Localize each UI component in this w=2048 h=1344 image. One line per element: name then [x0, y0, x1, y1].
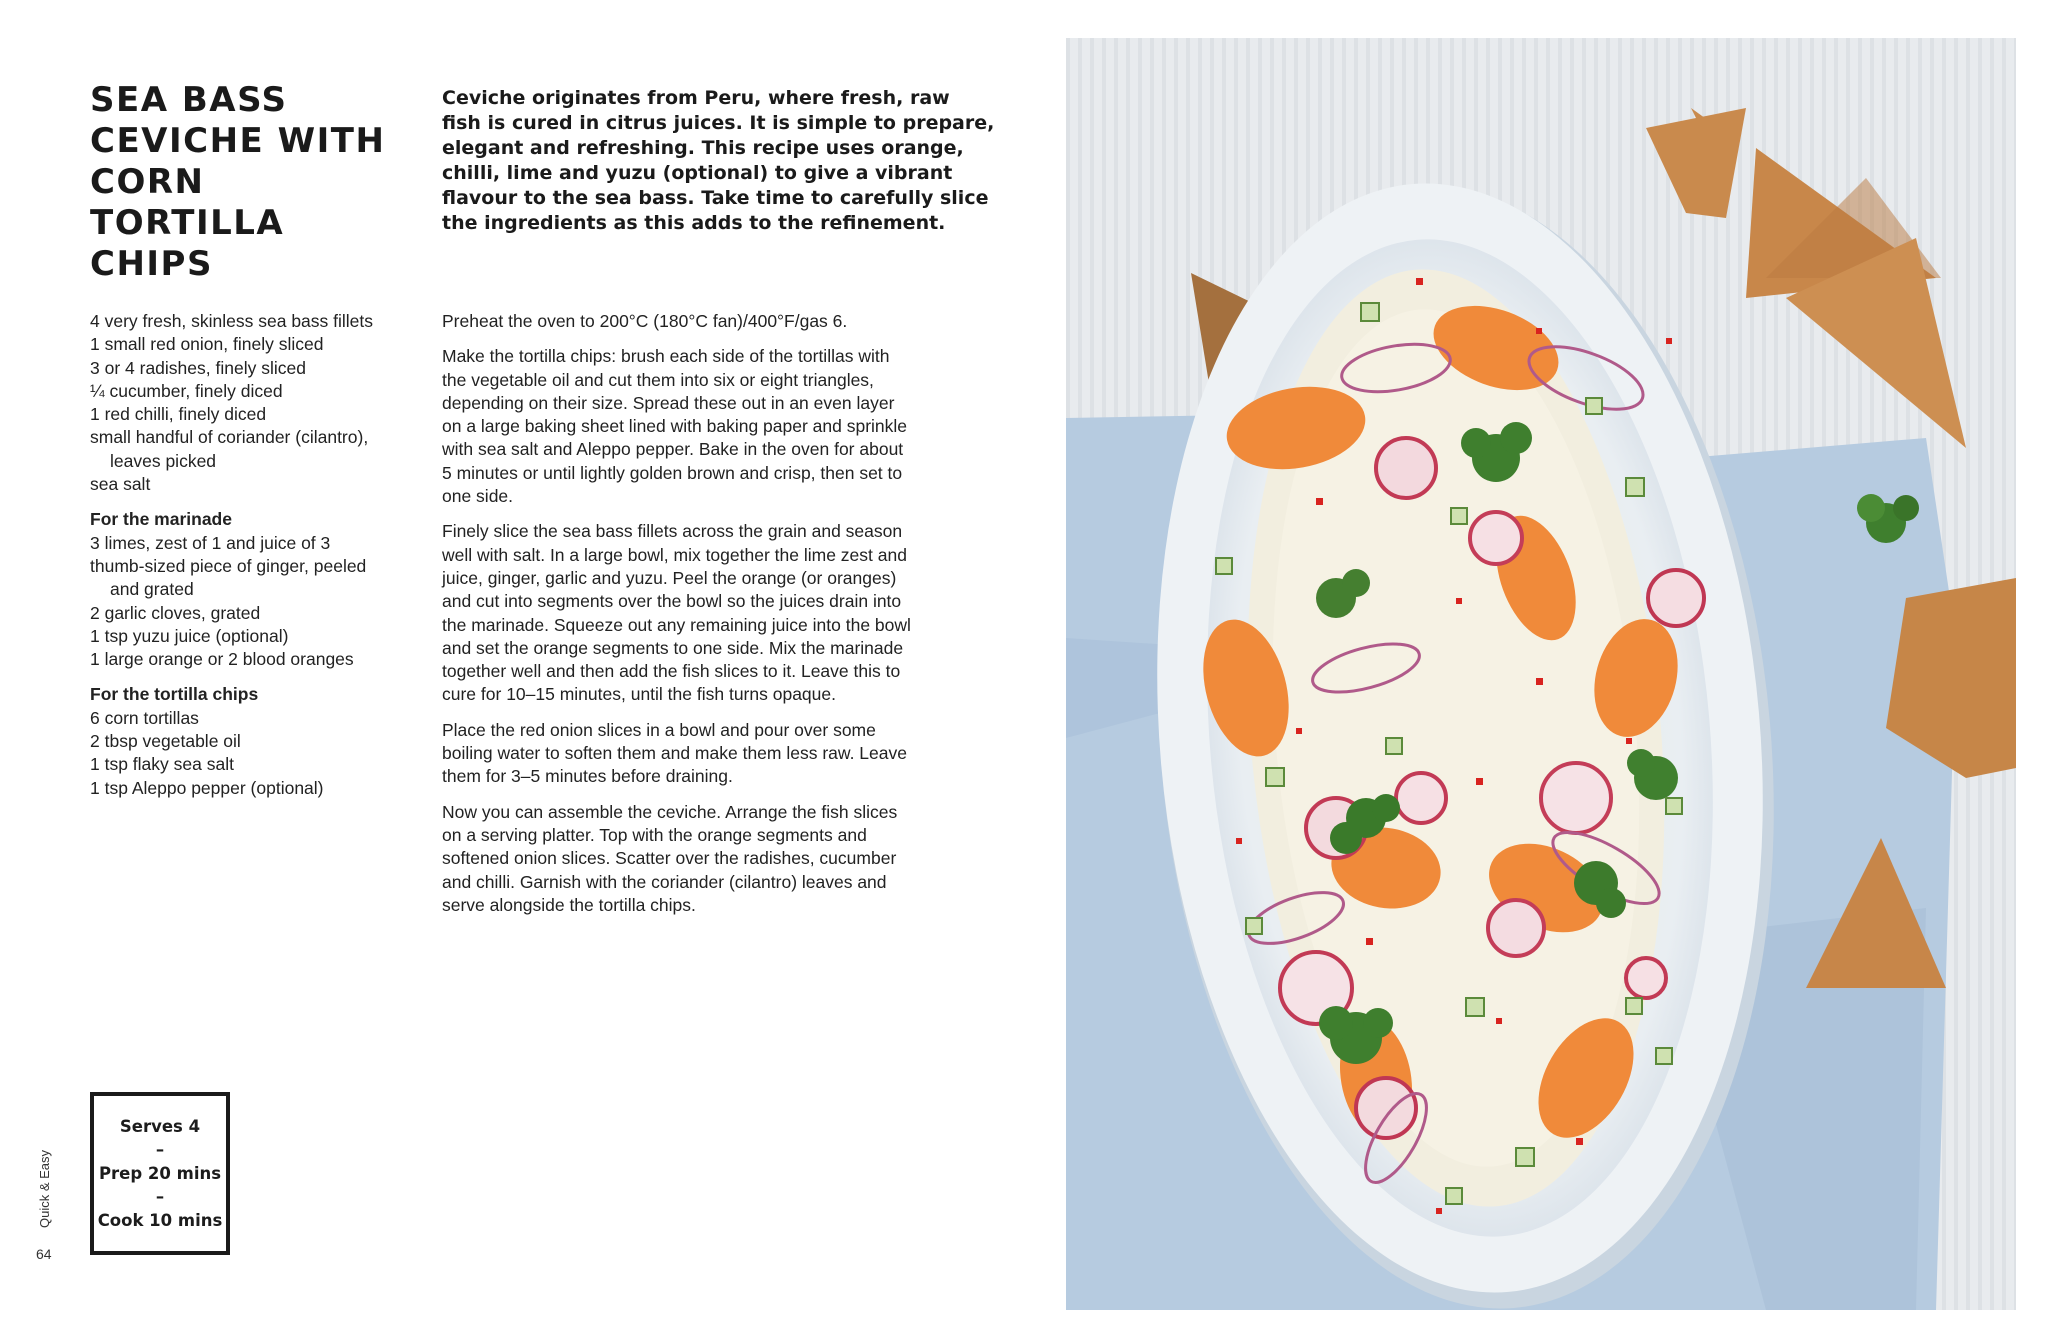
serves-label: Serves 4 [119, 1116, 201, 1136]
ingredient-item-continued: leaves picked [110, 450, 217, 471]
ingredient-item: 1 tsp yuzu juice (optional) [90, 625, 289, 646]
recipe-title [90, 80, 410, 285]
section-label: Quick & Easy [37, 1149, 52, 1228]
intro-line: Ceviche originates from Peru, where fresh, raw [442, 87, 950, 109]
title-line: SEA BASS [90, 80, 288, 120]
method-line: depending on their size. Spread these out in an even layer [442, 392, 895, 413]
recipe-info-box [90, 1092, 230, 1255]
method-line: softened onion slices. Scatter over the radishes, cucumber [442, 848, 897, 869]
method-line: one side. [442, 486, 514, 507]
method-step [442, 801, 962, 917]
ingredients-list [90, 310, 420, 800]
ingredient-item-continued: and grated [110, 579, 194, 600]
method-line: and chilli. Garnish with the coriander (cilantro) leaves and [442, 871, 887, 892]
ingredient-item: 4 very fresh, skinless sea bass fillets [90, 311, 374, 331]
method-line: the vegetable oil and cut them into six or eight triangles, [442, 369, 874, 390]
method-line: cure for 10–15 minutes, until the fish turns opaque. [442, 684, 836, 705]
tortilla-chips-heading: For the tortilla chips [90, 684, 259, 705]
ingredient-item: 2 garlic cloves, grated [90, 602, 261, 623]
method-line: Finely slice the sea bass fillets across the grain and season [442, 521, 903, 542]
ingredient-item: sea salt [90, 474, 151, 495]
info-separator: – [155, 1187, 165, 1207]
method-step [442, 310, 962, 333]
ingredient-item: 1 tsp Aleppo pepper (optional) [90, 777, 324, 798]
marinade-heading: For the marinade [90, 509, 232, 530]
method-line: Now you can assemble the ceviche. Arrange the fish slices [442, 801, 898, 822]
intro-line: chilli, lime and yuzu (optional) to give a vibrant [442, 162, 953, 184]
method-line: 5 minutes or until lightly golden brown and crisp, then set to [442, 462, 903, 483]
ingredient-item: 1 small red onion, finely sliced [90, 334, 324, 355]
method-line: on a serving platter. Top with the orange segments and [442, 824, 867, 845]
method-line: juice, ginger, garlic and yuzu. Peel the orange (or oranges) [442, 567, 897, 588]
ingredient-item: 1 tsp flaky sea salt [90, 754, 234, 775]
title-line: CHIPS [90, 244, 213, 284]
method-line: and cut into segments over the bowl so the juices drain into [442, 591, 902, 612]
intro-line: flavour to the sea bass. Take time to carefully slice [442, 187, 989, 209]
method-steps [442, 310, 962, 929]
ingredient-item: thumb-sized piece of ginger, peeled [90, 555, 367, 576]
method-line: Preheat the oven to 200°C (180°C fan)/400°F/gas 6. [442, 311, 848, 331]
method-line: with sea salt and Aleppo pepper. Bake in the oven for about [442, 439, 904, 460]
intro-line: fish is cured in citrus juices. It is simple to prepare, [442, 112, 995, 134]
recipe-intro [442, 86, 995, 236]
method-line: on a large baking sheet lined with baking paper and sprinkle [442, 416, 908, 437]
method-step [442, 719, 962, 789]
ingredient-item: 1 red chilli, finely diced [90, 404, 267, 425]
method-line: boiling water to soften them and make them less raw. Leave [442, 743, 907, 764]
ingredient-item: 2 tbsp vegetable oil [90, 731, 241, 752]
method-line: Place the red onion slices in a bowl and pour over some [442, 719, 876, 740]
ingredient-item: 1 large orange or 2 blood oranges [90, 649, 354, 670]
method-line: and set the orange segments to one side. Mix the marinade [442, 637, 904, 658]
intro-line: the ingredients as this adds to the refinement. [442, 212, 946, 234]
ingredient-item: 3 or 4 radishes, finely sliced [90, 357, 306, 378]
prep-time-label: Prep 20 mins [98, 1163, 222, 1183]
title-line: CORN TORTILLA [90, 162, 285, 243]
ingredient-item: 3 limes, zest of 1 and juice of 3 [90, 532, 331, 553]
method-step [442, 520, 962, 706]
method-line: serve alongside the tortilla chips. [442, 894, 696, 915]
title-line: CEVICHE WITH [90, 121, 386, 161]
ingredient-item: small handful of coriander (cilantro), [90, 427, 369, 448]
method-line: Make the tortilla chips: brush each side of the tortillas with [442, 346, 890, 367]
info-separator: – [155, 1140, 165, 1160]
ingredient-item: ¼ cucumber, finely diced [90, 380, 283, 401]
cook-time-label: Cook 10 mins [97, 1210, 223, 1230]
method-line: well with salt. In a large bowl, mix together the lime zest and [442, 544, 907, 565]
method-line: them for 3–5 minutes before draining. [442, 766, 733, 787]
page-number: 64 [36, 1246, 52, 1262]
intro-line: elegant and refreshing. This recipe uses orange, [442, 137, 964, 159]
ceviche-photo [1066, 38, 2016, 1310]
method-step [442, 345, 962, 508]
ingredient-item: 6 corn tortillas [90, 707, 199, 728]
method-line: the marinade. Squeeze out any remaining juice into the bowl [442, 614, 911, 635]
method-line: together well and then add the fish slices to it. Leave this to [442, 661, 901, 682]
ceviche-illustration [1066, 38, 2016, 1310]
